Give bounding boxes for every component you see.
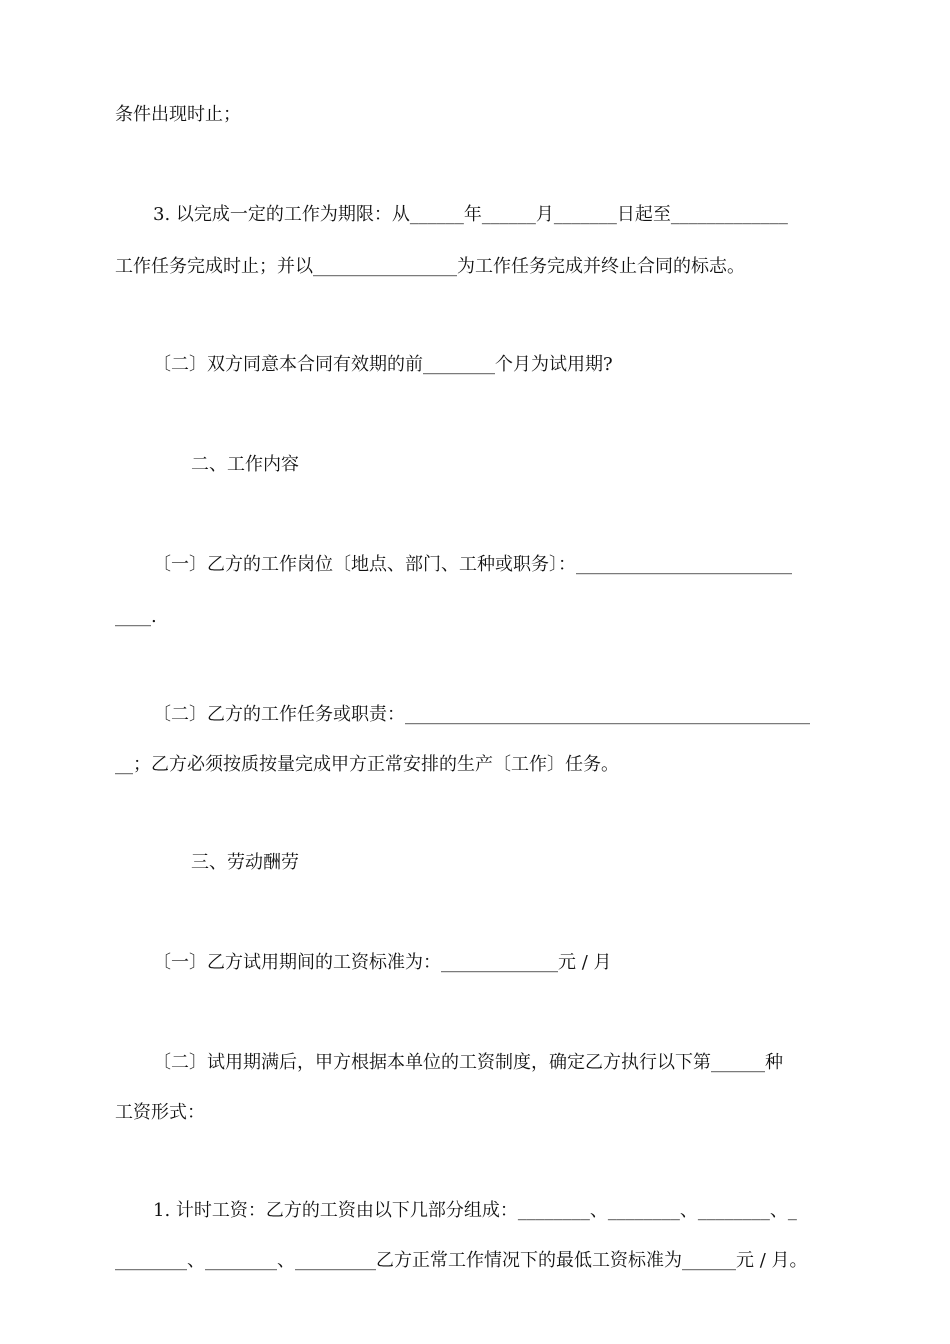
text-line-minimum-wage: ________、________、_________乙方正常工作情况下的最低工资标准为______元 / 月。 <box>115 1250 808 1271</box>
section-heading-work-content: 二、工作内容 <box>191 454 299 475</box>
text-line-work-position: 〔一〕乙方的工作岗位〔地点、部门、工种或职务〕：________________________ <box>153 554 792 575</box>
text-line-work-duties: 〔二〕乙方的工作任务或职责：_____________________________________________ <box>153 704 810 725</box>
section-heading-remuneration: 三、劳动酬劳 <box>191 852 299 873</box>
text-line-probation-wage: 〔一〕乙方试用期间的工资标准为：_____________元 / 月 <box>153 952 612 973</box>
text-line-term-by-task: 3. 以完成一定的工作为期限：从______年______月_______日起至_____________ <box>153 204 788 225</box>
text-line-work-duties-cont: __；乙方必须按质按量完成甲方正常安排的生产〔工作〕任务。 <box>115 754 619 775</box>
text-line-condition-end: 条件出现时止； <box>115 104 241 125</box>
text-line-wage-form-cont: 工资形式： <box>115 1102 205 1123</box>
text-line-work-position-cont: ____. <box>115 606 157 627</box>
text-line-task-complete: 工作任务完成时止；并以________________为工作任务完成并终止合同的标志。 <box>115 256 745 277</box>
text-line-wage-form: 〔二〕试用期满后，甲方根据本单位的工资制度，确定乙方执行以下第______种 <box>153 1052 783 1073</box>
text-line-hourly-wage: 1. 计时工资：乙方的工资由以下几部分组成：________、________、________、_ <box>153 1200 797 1221</box>
text-line-probation: 〔二〕双方同意本合同有效期的前________个月为试用期? <box>153 354 613 375</box>
